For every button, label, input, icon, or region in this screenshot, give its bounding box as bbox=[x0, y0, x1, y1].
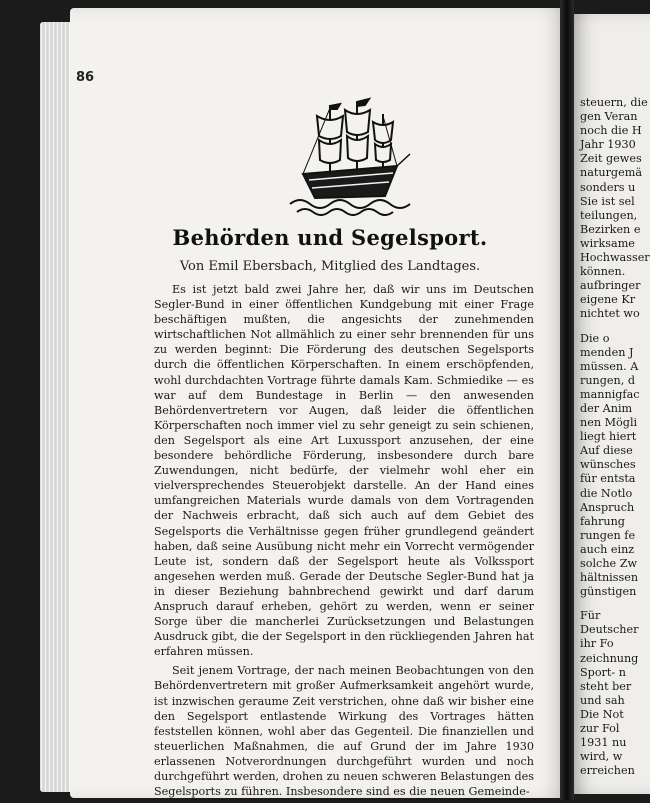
sailing-ship-illustration bbox=[285, 96, 415, 216]
right-page-line: zur Fol bbox=[580, 722, 620, 736]
right-page-line: sonders u bbox=[580, 180, 636, 194]
right-page-text bbox=[580, 96, 650, 778]
right-page-line: Deutscher bbox=[580, 623, 639, 637]
right-page-line: aufbringer bbox=[580, 279, 641, 293]
right-page-line: können. bbox=[580, 265, 626, 279]
right-page-line: nichtet wo bbox=[580, 307, 640, 321]
paragraph-gap bbox=[580, 322, 650, 332]
article-title: Behörden und Segelsport. bbox=[172, 225, 488, 250]
right-page-line: günstigen bbox=[580, 585, 637, 599]
right-page-line: Sport- n bbox=[580, 665, 626, 679]
right-page-line: auch einz bbox=[580, 542, 635, 556]
right-page-line: erreichen bbox=[580, 764, 635, 778]
right-page-line: liegt hiert bbox=[580, 430, 637, 444]
right-page-line: menden J bbox=[580, 345, 634, 359]
right-page-line: Zeit gewes bbox=[580, 152, 642, 166]
right-page-line: eigene Kr bbox=[580, 293, 636, 307]
right-page-line: nen Mögli bbox=[580, 416, 638, 430]
right-page-line: rungen, d bbox=[580, 373, 636, 387]
right-page-line: noch die H bbox=[580, 124, 642, 138]
right-page-line: müssen. A bbox=[580, 359, 639, 373]
right-page-line: für entsta bbox=[580, 472, 636, 486]
right-page-line: Sie ist sel bbox=[580, 194, 635, 208]
right-page-line: zeichnung bbox=[580, 651, 639, 665]
right-page-line: rungen fe bbox=[580, 528, 636, 542]
article-paragraph: Es ist jetzt bald zwei Jahre her, daß wir uns im Deutschen Segler-Bund in einer öffentlichen Kundgebung mit einer Frage beschäftigen mußten, die angesichts der zunehmenden wirtschaftlichen Not allmählich zu einer sehr brennenden für uns zu werden beginnt: Die Förderung des deutschen Segelsports durch die öffentlichen Körperschaften. In einem erschöpfenden, wohl durchdachten Vortrage führte damals Kam. Schmiedike — es war auf dem Bundestage in Berlin — den anwesenden Behördenvertretern vor Augen, daß leider die öffentlichen Körperschaften noch immer viel zu sehr geneigt zu sein schienen, den Segelsport als eine Art Luxussport anzusehen, der eine besondere behördliche Förderung, insbesondere durch bare Zuwendungen, nicht bedürfe, der vielmehr wohl eher ein vielversprechendes Steuerobjekt darstelle. An der Hand eines umfangreichen Materials wurde damals von dem Vortragenden der Nachweis erbracht, daß sich auch auf dem Gebiet des Segelsports die Verhältnisse gegen früher grundlegend geändert haben, daß seine Ausübung nicht mehr ein Vorrecht vermögender Leute ist, sondern daß der Segelsport heute als Volkssport angesehen werden muß. Gerade der Deutsche Segler-Bund hat ja in dieser Beziehung bahnbrechend gewirkt und darf darum Anspruch darauf erheben, gehört zu werden, wenn er seiner Sorge über die mancherlei Zurücksetzungen und Belastungen Ausdruck gibt, die der Segelsport in den rückliegenden Jahren hat erfahren müssen. bbox=[154, 283, 534, 659]
book-gutter bbox=[560, 0, 574, 800]
right-page-line: und sah bbox=[580, 693, 625, 707]
right-page-line: Bezirken e bbox=[580, 222, 641, 236]
page-number: 86 bbox=[76, 70, 95, 85]
right-page-line: Hochwasser bbox=[580, 251, 650, 265]
paragraph-gap bbox=[580, 599, 650, 609]
right-page-line: fahrung bbox=[580, 514, 625, 528]
right-page-line: Jahr 1930 bbox=[580, 138, 636, 152]
right-page-line: Auf diese bbox=[580, 444, 633, 458]
right-page-line: steht ber bbox=[580, 679, 632, 693]
right-page-line: Anspruch bbox=[580, 500, 635, 514]
article-body bbox=[154, 282, 534, 803]
right-page-line: solche Zw bbox=[580, 557, 638, 570]
article-byline: Von Emil Ebersbach, Mitglied des Landtages. bbox=[179, 259, 481, 274]
right-page-line: wirksame bbox=[580, 236, 635, 250]
right-page-line: 1931 nu bbox=[580, 736, 627, 750]
right-page-line: naturgemä bbox=[580, 166, 642, 180]
right-page-line: gen Veran bbox=[580, 110, 638, 124]
right-page-line: hältnissen bbox=[580, 571, 639, 585]
right-page-line: ihr Fo bbox=[580, 637, 614, 651]
right-page-line: Die Not bbox=[580, 707, 624, 721]
right-page-line: mannigfac bbox=[580, 387, 640, 401]
right-page-line: die Notlo bbox=[580, 486, 633, 500]
article-paragraph: Seit jenem Vortrage, der nach meinen Beobachtungen von den Behördenvertretern mit großer Aufmerksamkeit angehört wurde, ist inzwischen geraume Zeit verstrichen, ohne daß wir bisher eine den Segelsport entlastende Wirkung des Vortrages hätten feststellen können, wohl aber das Gegenteil. Die finanziellen und steuerlichen Maßnahmen, die auf Grund der im Jahre 1930 erlassenen Notverordnungen durchgeführt wurden und noch durchgeführt werden, drohen zu neuen schweren Belastungen des Segelsports zu führen. Insbesondere sind es die neuen Gemeinde- bbox=[154, 664, 534, 799]
right-page-line: steuern, die bbox=[580, 96, 648, 109]
right-page-line: Für bbox=[580, 609, 601, 623]
right-page-line: Die o bbox=[580, 331, 610, 345]
right-page-line: der Anim bbox=[580, 401, 633, 415]
right-page-line: wird, w bbox=[580, 750, 623, 764]
right-page-line: wünsches bbox=[580, 458, 636, 472]
right-page-line: teilungen, bbox=[580, 208, 638, 222]
